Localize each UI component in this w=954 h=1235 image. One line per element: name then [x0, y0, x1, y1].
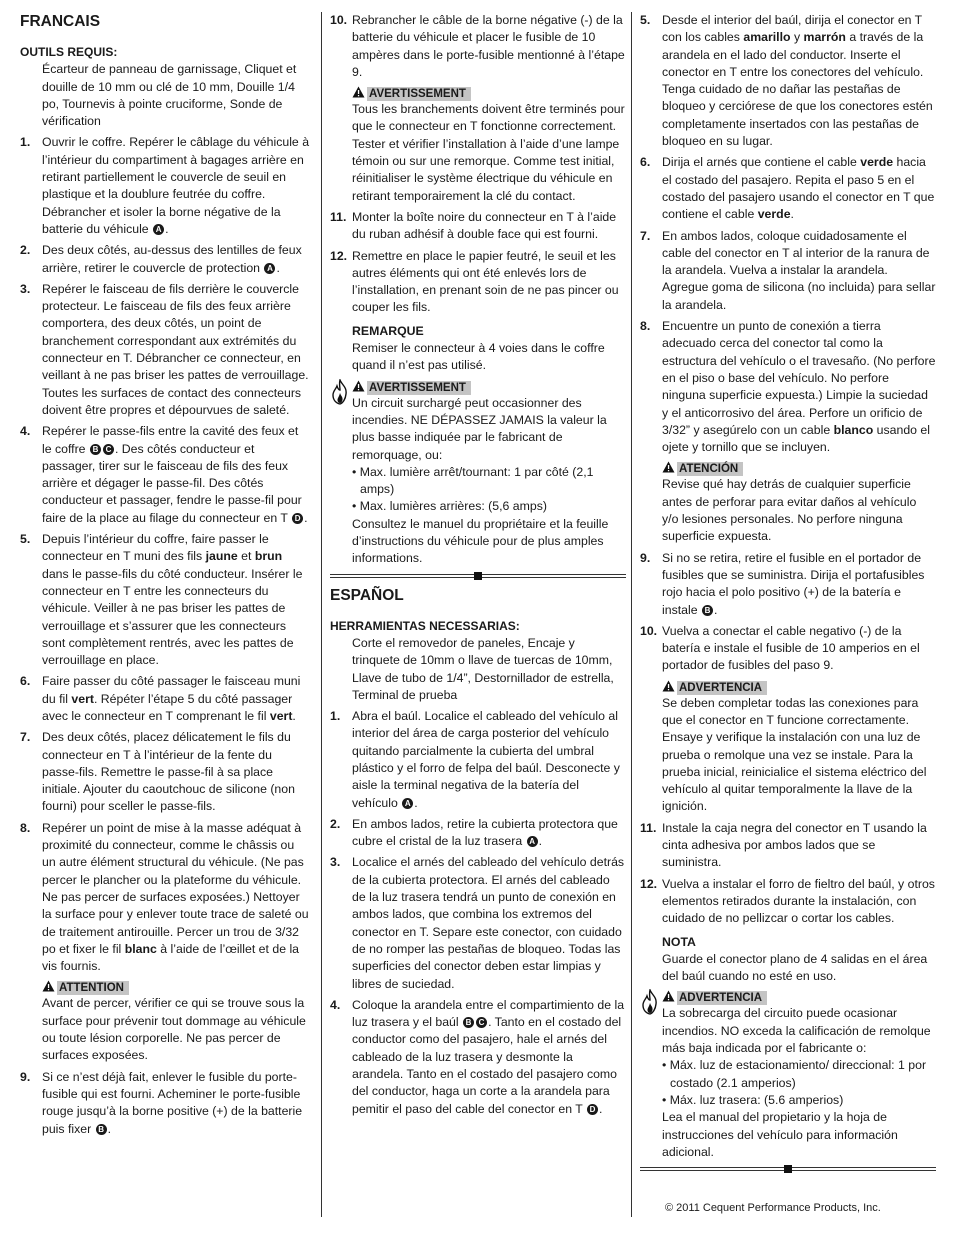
- step-number: 6.: [640, 155, 651, 170]
- warning-triangle-icon: [42, 980, 55, 992]
- step-text: . Des côtés conducteur et passager, tirer sur le faisceau de fils des feux arrière et dégager le passe-fil. Des côtés conducteur et passager, fendre le passe-fil pour faire de la place au filage du connecteur en T: [42, 441, 302, 525]
- step-text: Desde el interior del baúl, dirija el conector en T con los cables: [662, 13, 922, 45]
- warning-text: Consultez le manuel du propriétaire et la feuille d’instructions du véhicule pour de plus amples informations.: [352, 516, 609, 566]
- step-8: [640, 318, 936, 546]
- step-3: [20, 281, 310, 419]
- step-text: Encuentre un punto de conexión a tierra adecuado cerca del conector tal como la estructura del vehículo o el travesaño. (No perfore en el piso o base del vehículo. No perfore ninguna superficie expuesta.) Limpie la suciedad y el anticorrosivo del área. Perfore un orificio de 3/32” y asegúrelo con un cable: [662, 319, 936, 437]
- step-8: [20, 820, 310, 1065]
- step-number: 12.: [640, 876, 658, 891]
- step-11: [640, 820, 936, 872]
- column-1: [20, 12, 310, 1142]
- step-number: 8.: [20, 820, 31, 835]
- step-number: 1.: [330, 709, 341, 724]
- tools-text: Corte el removedor de paneles, Encaje y trinquete de 10mm o llave de tuercas de 10mm, Llave de tubo de 1/4”, Destornillador de estrella, Terminal de prueba: [352, 635, 614, 702]
- copyright-notice: © 2011 Cequent Performance Products, Inc.: [665, 1202, 881, 1214]
- column-2: [330, 12, 626, 1122]
- step-text: à l’aide de l’œillet et de la vis fournis.: [42, 941, 300, 974]
- step-9: 9. Si no se retira, retire el fusible en el portador de fusibles que se suministra. Dirija el portafusibles rojo hacia el polo positivo (+) de la batería e instale B .: [640, 550, 925, 617]
- step-10: [330, 12, 626, 205]
- column-3: [640, 12, 936, 1179]
- step-text: Monter la boîte noire du connecteur en T à l’aide du ruban adhésif à double face qui est fourni.: [352, 209, 617, 242]
- step-number: 8.: [640, 319, 651, 334]
- attention-text: Revise qué hay detrás de cualquier superficie antes de perforar para evitar daños al vehículo y/o lesiones personales. No perfore ninguna superficie expuesta.: [662, 477, 917, 544]
- step-number: 6.: [20, 674, 31, 689]
- step-text: Des deux côtés, au-dessus des lentilles de feux arrière, retirer le couvercle de protection: [42, 243, 302, 275]
- step-10: [640, 623, 936, 816]
- callout-badge-icon: C: [476, 1017, 487, 1028]
- step-text: hacia el costado del pasajero. Repita el paso 5 en el costado del pasajero usando el conector en T que contiene el cable: [662, 155, 935, 222]
- step-text: Vuelva a instalar el forro de fieltro del baúl, y otros elementos retirados durante la instalación, con cuidado de no pellizcar o cortar los cables.: [662, 876, 935, 926]
- column-divider: [321, 12, 322, 1217]
- callout-badge-icon: B: [463, 1017, 474, 1028]
- note-title: NOTA: [662, 934, 696, 949]
- note-text: Remiser le connecteur à 4 voies dans le coffre quand il n’est pas utilisé.: [352, 341, 605, 373]
- warning-triangle-icon: [352, 380, 365, 392]
- step-6: 6. Dirija el arnés que contiene el cable verde hacia el costado del pasajero. Repita el paso 5 en el costado del pasajero usando el conector en T que contiene el cable verde.: [640, 155, 935, 222]
- step-number: 1.: [20, 135, 31, 150]
- step-number: 12.: [330, 248, 348, 263]
- step-text: Coloque la arandela entre el compartimiento de la luz trasera y el baúl: [352, 997, 625, 1030]
- warning-label: ADVERTENCIA: [677, 991, 767, 1005]
- wire-color: brun: [254, 549, 283, 564]
- step-4: 4. Coloque la arandela entre el compartimiento de la luz trasera y el baúl B C . Tanto en el costado del conductor como del pasajero, hale el arnés del cableado de la luz trasera y desmonte la arandela. Tanto en el costado del pasajero como del conductor, haga un corte a la arandela para pemitir el paso del cable del conector en T D .: [330, 997, 625, 1116]
- warning-label: AVERTISSEMENT: [367, 381, 471, 395]
- warning-text: Un circuit surchargé peut occasionner des incendies. NE DÉPASSEZ JAMAIS la valeur la plus basse indiquée par le fabricant de remorquage, ou:: [352, 395, 607, 462]
- step-number: 10.: [640, 623, 658, 638]
- step-text: Repérer le faisceau de fils derrière le couvercle protecteur. Le faisceau de fils des feux arrière comportera, des deux côtés, un point de branchement correspondant aux extrémités du connecteur en T. Débrancher ce connecteur, en veillant à ne pas briser les pattes de verrouillage. Toutes les surfaces de contact des connecteurs doivent être propres et dépourvues de saleté.: [42, 281, 309, 417]
- attention-header: [42, 979, 310, 995]
- fire-icon: [640, 989, 660, 1015]
- callout-badge-icon: A: [527, 836, 538, 847]
- note-text: Guarde el conector plano de 4 salidas en el área del baúl cuando no esté en uso.: [662, 951, 928, 984]
- callout-badge-icon: C: [103, 444, 114, 455]
- step-number: 5.: [20, 532, 31, 547]
- step-2: 2. En ambos lados, retire la cubierta protectora que cubre el cristal de la luz trasera A .: [330, 816, 618, 849]
- step-12: [640, 876, 936, 986]
- callout-badge-icon: B: [96, 1124, 107, 1135]
- step-number: 10.: [330, 13, 348, 27]
- tools-title: OUTILS REQUIS:: [20, 45, 118, 59]
- wire-color: vert: [71, 691, 94, 706]
- wire-color: marrón: [803, 30, 846, 45]
- step-text: Repérer un point de mise à la masse adéquat à proximité du connecteur, comme le châssis ou un autre élément structural du véhicule. (Ne pas percer le plancher ou la plateforme du véhicule. Ne pas percer de surfaces exposées.) Nettoyer la surface pour y enlever toute trace de saleté ou de traitement antirouille. Percer un trou de 3/32 po et fixer le fil: [42, 820, 309, 956]
- step-text: Abra el baúl. Localice el cableado del vehículo al interior del área de carga posterior del vehículo quitando parcialmente la cubierta del umbral plástico y el forro de felpa del baúl. Desconecte y aisle la terminal negativa de la batería del vehículo: [352, 709, 620, 810]
- step-text: Si no se retira, retire el fusible en el portador de fusibles que se suministra. Dirija el portafusibles rojo hacia el polo positivo (+) de la batería e instale: [662, 550, 925, 617]
- fire-icon: [330, 379, 350, 405]
- warning-bullet: • Max. lumière arrêt/tournant: 1 par côté (2,1 amps): [352, 464, 594, 497]
- step-text: . Répéter l’étape 5 du côté passager avec le connecteur en T comprenant le fil: [42, 691, 293, 723]
- warning-bullet: • Máx. luz de estacionamiento/ direccional: 1 por costado (2.1 amperios): [662, 1058, 927, 1090]
- steps-list-fr: [20, 134, 310, 1137]
- warning-header: [662, 989, 936, 1005]
- note-title: REMARQUE: [352, 323, 424, 338]
- warning-triangle-icon: [662, 680, 675, 692]
- warning-text: Tous les branchements doivent être terminés pour que le connecteur en T fonctionne correctement. Tester et vérifier l’installation à l’aide d’une lampe témoin ou sur une remorque. Comme test initial, réinitialiser le système électrique du véhicule en retirant temporairement la clé du contact.: [352, 102, 625, 203]
- step-text: et: [241, 549, 252, 564]
- step-number: 2.: [20, 243, 31, 258]
- callout-badge-icon: A: [264, 263, 275, 274]
- step-text: Si ce n’est déjà fait, enlever le fusible du porte-fusible qui est fourni. Acheminer le porte-fusible rouge jusqu’à la borne positive (+) de la batterie puis fixer: [42, 1069, 303, 1136]
- tools-title: HERRAMIENTAS NECESSARIAS:: [330, 618, 520, 633]
- step-number: 3.: [20, 281, 31, 296]
- wire-color: verde: [860, 155, 894, 170]
- step-text: Instale la caja negra del conector en T usando la cinta adhesiva por ambos lados que se suministra.: [662, 820, 927, 870]
- warning-header: [352, 85, 626, 101]
- step-number: 9.: [20, 1069, 31, 1084]
- fire-warning-block: [330, 379, 626, 568]
- steps-list-fr-cont: [330, 12, 626, 375]
- step-11: [330, 209, 626, 244]
- step-text: Vuelva a conectar el cable negativo (-) de la batería e instale el fusible de 10 amperios en el portador de fusibles del paso 9.: [662, 623, 920, 673]
- step-number: 11.: [640, 820, 657, 835]
- wire-color: verde: [757, 207, 791, 222]
- step-7: [20, 729, 310, 815]
- step-text: Faire passer du côté passager le faisceau muni du fil: [42, 674, 301, 706]
- step-number: 4.: [20, 424, 31, 439]
- step-text: Depuis l’intérieur du coffre, faire passer le connecteur en T muni des fils: [42, 532, 269, 564]
- step-3: [330, 854, 626, 992]
- step-4: 4. Repérer le passe-fils entre la cavité des feux et le coffre B C . Des côtés conducteur et passager, tirer sur le faisceau de fils des feux arrière et dégager le passe-fil. Des côtés conducteur et passager, fendre le passe-fil pour faire de la place au filage du connecteur en T D .: [20, 424, 308, 525]
- step-number: 5.: [640, 13, 651, 27]
- callout-badge-icon: D: [292, 513, 303, 524]
- step-text: a través de la arandela en el lado del conductor. Inserte el conector en T entre los conectores del vehículo. Tenga cuidado de no dañar las pestañas de bloqueo y cerciórese de que los conectores estén completamente insertados con las pestañas de bloqueo en su lugar.: [662, 30, 933, 149]
- callout-badge-icon: A: [402, 798, 413, 809]
- callout-badge-icon: B: [90, 444, 101, 455]
- warning-header: [662, 679, 936, 695]
- section-title-francais: FRANCAIS: [20, 13, 101, 30]
- step-number: 2.: [330, 816, 341, 831]
- section-divider: [640, 1165, 936, 1173]
- warning-label: ADVERTENCIA: [677, 681, 767, 695]
- step-text: . Tanto en el costado del conductor como del pasajero, hale el arnés del cableado de la luz trasera y desmonte la arandela. Tanto en el costado del pasajero como del conductor, haga un corte a la arandela para pemitir el paso del cable del conector en T: [352, 1015, 622, 1116]
- step-text: Remettre en place le papier feutré, le seuil et les autres éléments qui ont été enlevés lors de l’installation, en prenant soin de ne pas pincer ou couper les fils.: [352, 248, 619, 315]
- attention-label: ATTENTION: [57, 981, 129, 995]
- step-text: Repérer le passe-fils entre la cavité des feux et le coffre: [42, 424, 299, 456]
- step-text: Rebrancher le câble de la borne négative (-) de la batterie du véhicule et placer le fusible de 10 ampères dans le porte-fusible mentionné à l’étape 9.: [352, 13, 625, 79]
- step-text: En ambos lados, retire la cubierta protectora que cubre el cristal de la luz trasera: [352, 816, 618, 849]
- warning-text: Lea el manual del propietario y la hoja de instrucciones del vehículo para información adicional.: [662, 1110, 898, 1159]
- attention-header: [662, 460, 936, 476]
- wire-color: vert: [269, 708, 293, 723]
- tools-text: Écarteur de panneau de garnissage, Cliquet et douille de 10 mm ou clé de 10 mm, Douille 1/4 po, Tournevis à pointe cruciforme, Sonde de vérification: [42, 62, 297, 129]
- step-number: 7.: [20, 730, 31, 745]
- column-divider: [631, 12, 632, 1217]
- step-text: Localice el arnés del cableado del vehículo detrás de la cubierta protectora. El arnés del cableado de la luz trasera tendrá un punto de conexión en ambos lados, que combina los extremos del conector en T. Separe este conector, con cuidado de no romper las pestañas de bloqueo. Todas las superficies del conector deben estar limpias y libres de suciedad.: [352, 855, 625, 991]
- warning-bullet: • Max. lumières arrières: (5,6 amps): [352, 499, 547, 514]
- steps-list-es-cont: [640, 12, 936, 985]
- step-text: Dirija el arnés que contiene el cable: [662, 155, 857, 170]
- step-text: y: [793, 30, 801, 45]
- step-5: [640, 12, 936, 150]
- step-7: [640, 228, 936, 314]
- callout-badge-icon: D: [587, 1104, 598, 1115]
- step-text: Des deux côtés, placez délicatement le fils du connecteur en T à l’intérieur de la fente du passe-fils. Remettre le passe-fil à sa place initiale. Ajouter du caoutchouc de silicone (non fourni) pour sceller le passe-fils.: [42, 730, 295, 814]
- step-1: 1. Ouvrir le coffre. Repérer le câblage du véhicule à l’intérieur du compartiment à bagages arrière en retirant partiellement le couvercle de seuil en plastique et la doublure feutrée du coffre. Débrancher et isoler la borne négative de la batterie du véhicule A .: [20, 135, 310, 236]
- steps-list-es: [330, 708, 626, 1118]
- step-number: 11.: [330, 209, 347, 224]
- step-6: 6. Faire passer du côté passager le faisceau muni du fil vert. Répéter l’étape 5 du côté passager avec le connecteur en T comprenant le fil vert.: [20, 674, 301, 723]
- section-title-espanol: ESPAÑOL: [330, 586, 404, 604]
- step-2: 2. Des deux côtés, au-dessus des lentilles de feux arrière, retirer le couvercle de protection A .: [20, 243, 302, 275]
- step-text: dans le passe-fils du côté conducteur. Insérer le connecteur en T entre les connecteurs du véhicule. Veiller à ne pas briser les pattes de verrouillage et s’assurer que les connecteurs sont complètement rentrés, avec les pattes de verrouillage en place.: [42, 566, 303, 668]
- warning-triangle-icon: [662, 990, 675, 1002]
- fire-warning-block: [640, 989, 936, 1161]
- warning-text: Se deben completar todas las conexiones para que el conector en T funcione correctamente. Ensaye y verifique la instalación con una luz de prueba o remolque una vez se instale. Para la prueba inicial, reinicialice el sistema eléctrico del vehículo al quitar temporalmente la llave de la ignición.: [662, 695, 927, 814]
- attention-label: ATENCIÓN: [677, 462, 743, 476]
- wire-color: amarillo: [743, 30, 791, 45]
- step-number: 7.: [640, 228, 651, 243]
- step-text: Ouvrir le coffre. Repérer le câblage du véhicule à l’intérieur du compartiment à bagages arrière en retirant partiellement le couvercle de seuil en plastique et la doublure feutrée du coffre. Débrancher et isoler la borne négative de la batterie du véhicule: [42, 135, 310, 236]
- warning-header: [352, 379, 626, 395]
- attention-text: Avant de percer, vérifier ce qui se trouve sous la surface pour prévenir tout dommage au véhicule ou toute lésion corporelle. Ne pas percer de surfaces exposées.: [42, 996, 306, 1063]
- wire-color: jaune: [205, 549, 238, 564]
- warning-label: AVERTISSEMENT: [367, 87, 471, 101]
- step-number: 3.: [330, 855, 341, 870]
- warning-triangle-icon: [352, 86, 365, 98]
- callout-badge-icon: A: [153, 224, 164, 235]
- warning-text: La sobrecarga del circuito puede ocasionar incendios. NO exceda la calificación de remolque más baja indicada por el fabricante o:: [662, 1006, 931, 1056]
- step-1: 1. Abra el baúl. Localice el cableado del vehículo al interior del área de carga posterior del vehículo quitando parcialmente la cubierta del umbral plástico y el forro de felpa del baúl. Desconecte y aisle la terminal negativa de la batería del vehículo A .: [330, 709, 620, 810]
- step-number: 9.: [640, 550, 651, 565]
- step-text: usando el ojete y tornillo que se incluyen.: [662, 422, 930, 455]
- warning-bullet: • Máx. luz trasera: (5.6 amperios): [662, 1092, 844, 1107]
- step-number: 4.: [330, 997, 341, 1012]
- section-divider: [330, 572, 626, 580]
- step-5: [20, 531, 310, 669]
- step-text: En ambos lados, coloque cuidadosamente el cable del conector en T al interior de la ranura de la arandela. Vuelva a instalar la arandela. Agregue goma de silicona (no incluida) para sellar la arandela.: [662, 228, 936, 312]
- step-12: [330, 248, 626, 375]
- step-9: 9. Si ce n’est déjà fait, enlever le fusible du porte-fusible qui est fourni. Acheminer le porte-fusible rouge jusqu’à la borne positive (+) de la batterie puis fixer B .: [20, 1069, 303, 1136]
- warning-triangle-icon: [662, 461, 675, 473]
- callout-badge-icon: B: [702, 605, 713, 616]
- wire-color: blanco: [833, 422, 874, 437]
- wire-color: blanc: [124, 941, 157, 956]
